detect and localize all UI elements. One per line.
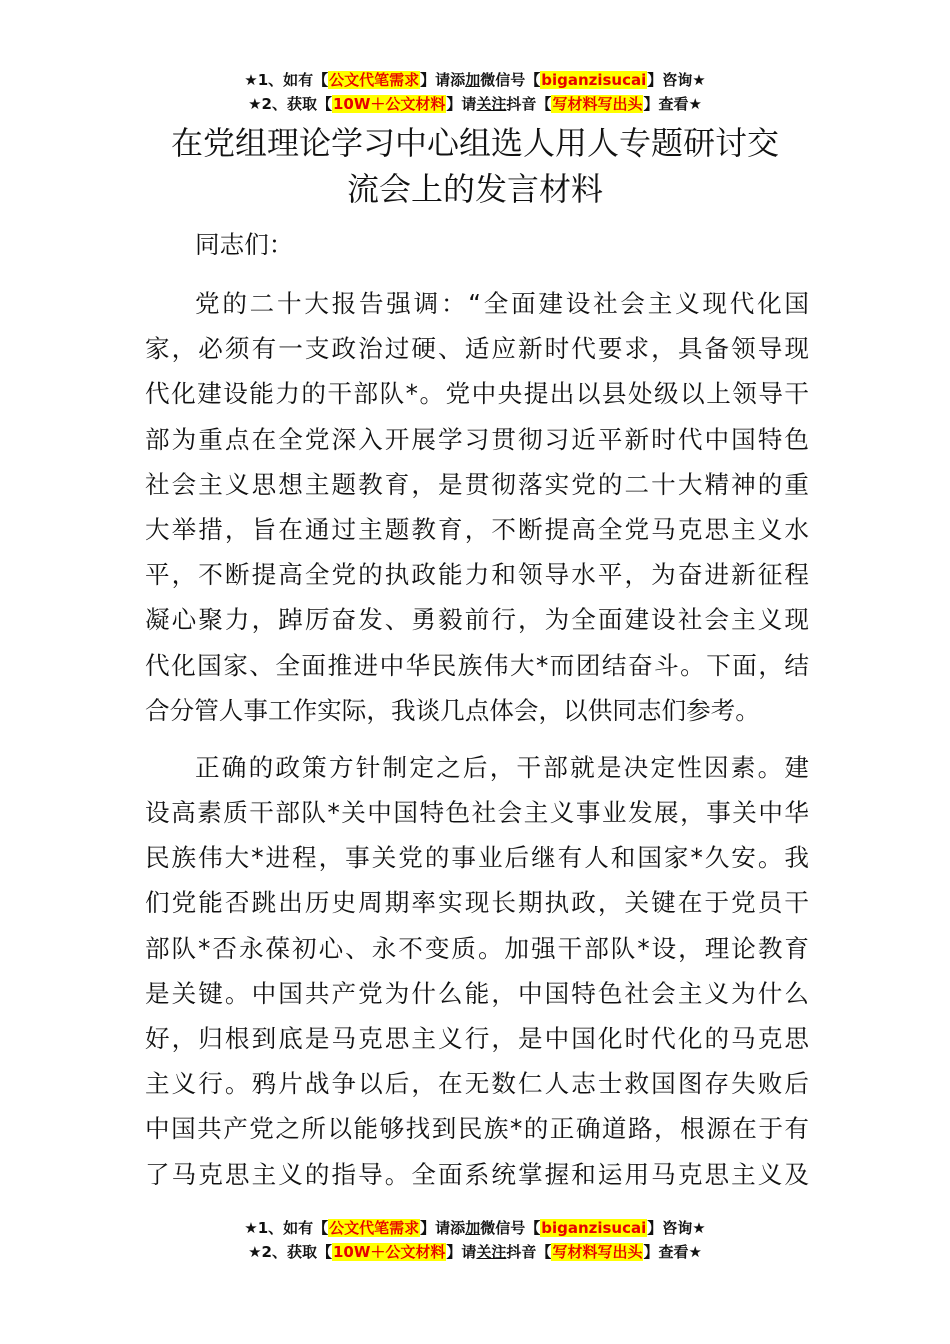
document-body	[145, 222, 809, 1209]
text-line: 部队*否永葆初心、永不变质。加强干部队*设，理论教育	[145, 933, 809, 963]
text-line: 合分管人事工作实际，我谈几点体会，以供同志们参考。	[145, 695, 760, 725]
promo-highlight: 10W＋公文材料	[332, 1243, 446, 1261]
text-line: 民族伟大*进程，事关党的事业后继有人和国家*久安。我	[145, 843, 809, 873]
promo-highlight: 写材料写出头	[552, 95, 643, 113]
promo-highlight: 10W＋公文材料	[332, 95, 446, 113]
promo-highlight: 公文代笔需求	[329, 1219, 420, 1237]
text-line: 了马克思主义的指导。全面系统掌握和运用马克思主义及	[145, 1159, 809, 1189]
promo-highlight: 公文代笔需求	[329, 71, 420, 89]
salutation: 同志们：	[195, 230, 294, 259]
promo-highlight: biganzisucai	[541, 71, 647, 89]
promo-text: 抖音【	[506, 95, 552, 113]
promo-banner-bottom	[0, 1216, 950, 1264]
text-line: 凝心聚力，踔厉奋发、勇毅前行，为全面建设社会主义现	[145, 605, 809, 635]
text-line: 们党能否跳出历史周期率实现长期执政，关键在于党员干	[145, 888, 809, 918]
text-line: 好，归根到底是马克思主义行，是中国化时代化的马克思	[145, 1024, 809, 1053]
promo-text: 微信号【	[480, 71, 541, 89]
promo-text: 】请添	[420, 1219, 466, 1237]
text-line: 设高素质干部队*关中国特色社会主义事业发展，事关中华	[145, 798, 809, 828]
text-line: 平，不断提高全党的执政能力和领导水平，为奋进新征程	[145, 560, 809, 590]
promo-line-1	[0, 68, 950, 92]
promo-text: 抖音【	[506, 1243, 552, 1261]
promo-emphasis: 加	[465, 1219, 481, 1237]
title-line: 在党组理论学习中心组选人用人专题研讨交	[170, 124, 779, 162]
paragraph-2	[145, 745, 809, 1197]
promo-line-2	[0, 92, 950, 116]
promo-highlight: biganzisucai	[541, 1219, 647, 1237]
text-line: 大举措，旨在通过主题教育，不断提高全党马克思主义水	[145, 514, 809, 544]
promo-text: ★2、获取【	[248, 95, 332, 113]
text-line: 主义行。鸦片战争以后，在无数仁人志士救国图存失败后	[145, 1069, 809, 1099]
promo-emphasis: 加	[465, 71, 481, 89]
promo-text: 】请	[446, 1243, 477, 1261]
promo-text: 】咨询★	[647, 1219, 706, 1237]
promo-text: 微信号【	[480, 1219, 541, 1237]
text-line: 中国共产党之所以能够找到民族*的正确道路，根源在于有	[145, 1114, 809, 1144]
promo-banner-top	[0, 68, 950, 116]
promo-emphasis: 关注	[476, 1243, 507, 1261]
text-line: 家，必须有一支政治过硬、适应新时代要求，具备领导现	[145, 334, 809, 364]
promo-text: ★2、获取【	[248, 1243, 332, 1261]
promo-emphasis: 关注	[476, 95, 507, 113]
promo-text: ★1、如有【	[244, 71, 329, 89]
text-line: 社会主义思想主题教育，是贯彻落实党的二十大精神的重	[145, 469, 809, 499]
promo-line-1	[0, 1216, 950, 1240]
text-line: 党的二十大报告强调：“全面建设社会主义现代化国	[195, 289, 809, 318]
promo-line-2	[0, 1240, 950, 1264]
paragraph-1	[145, 281, 809, 733]
promo-text: 】查看★	[643, 95, 702, 113]
document-title	[100, 120, 850, 212]
promo-text: 】查看★	[643, 1243, 702, 1261]
title-line: 流会上的发言材料	[346, 170, 603, 208]
promo-text: 】咨询★	[647, 71, 706, 89]
promo-text: 】请	[446, 95, 477, 113]
text-line: 正确的政策方针制定之后，干部就是决定性因素。建	[195, 752, 809, 782]
text-line: 是关键。中国共产党为什么能，中国特色社会主义为什么	[145, 978, 809, 1008]
promo-text: ★1、如有【	[244, 1219, 329, 1237]
promo-text: 】请添	[420, 71, 466, 89]
promo-highlight: 写材料写出头	[552, 1243, 643, 1261]
text-line: 部为重点在全党深入开展学习贯彻习近平新时代中国特色	[145, 424, 809, 454]
text-line: 代化国家、全面推进中华民族伟大*而团结奋斗。下面，结	[145, 650, 809, 680]
text-line: 代化建设能力的干部队*。党中央提出以县处级以上领导干	[145, 379, 809, 409]
